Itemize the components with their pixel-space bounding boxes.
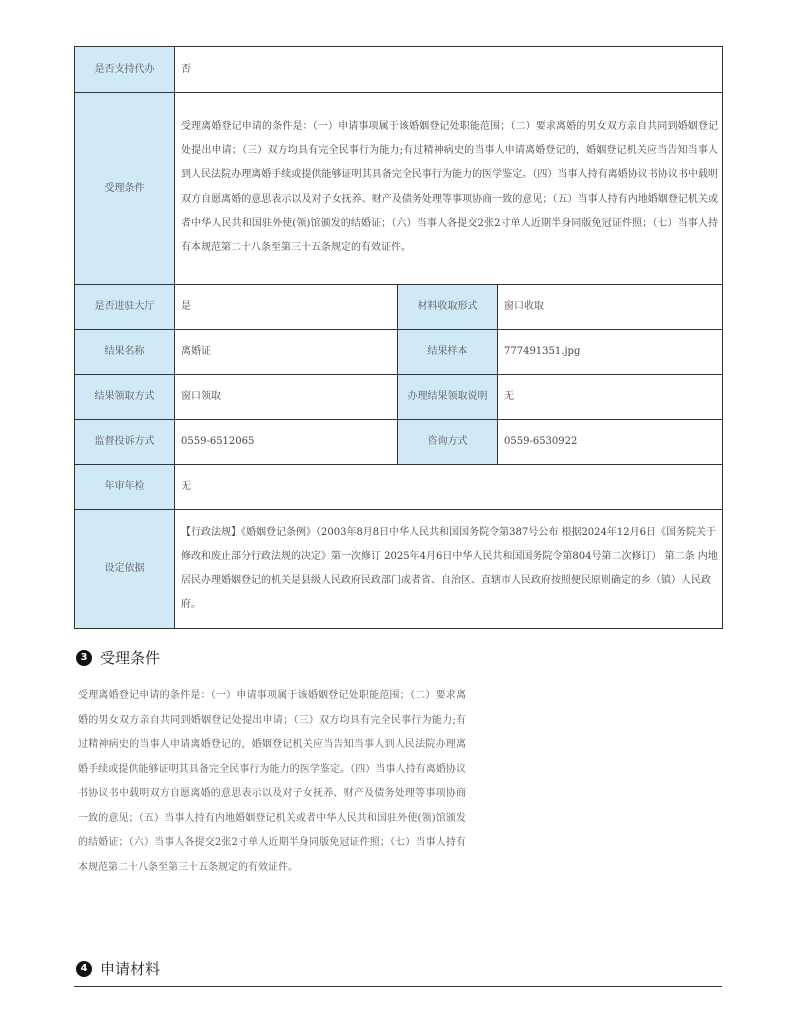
conditions-value: 受理离婚登记申请的条件是：（一）申请事项属于该婚姻登记处职能范围；（二）要求离婚的男女双方亲自共同到婚姻登记处提出申请；（三）双方均具有完全民事行为能力;有过精神病史的当事人申请离婚登记的，婚姻登记机关应当告知当事人到人民法院办理离婚手续或提供能够证明其具备完全民事行为能力的医学鉴定。（四）当事人持有离婚协议书协议书中载明双方自愿离婚的意思表示以及对子女抚养、财产及债务处理等事项协商一致的意见；（五）当事人持有内地婚姻登记机关或者中华人民共和国驻外使(领)馆颁发的结婚证；（六）当事人各提交2张2寸单人近期半身同版免冠证件照；（七）当事人持有本规范第二十八条至第三十五条规定的有效证件。 bbox=[175, 93, 723, 285]
result-name-value: 离婚证 bbox=[175, 330, 398, 375]
number-4-icon: 4 bbox=[76, 961, 92, 977]
result-sample-link[interactable]: 777491351.jpg bbox=[498, 330, 723, 375]
result-pickup-note-label: 办理结果领取说明 bbox=[398, 375, 498, 420]
consult-phone: 0559-6530922 bbox=[498, 420, 723, 465]
section-3-heading bbox=[76, 647, 160, 668]
consult-label: 咨询方式 bbox=[398, 420, 498, 465]
table-row bbox=[75, 465, 723, 510]
complaint-phone: 0559-6512065 bbox=[175, 420, 398, 465]
table-row bbox=[75, 510, 723, 629]
table-row bbox=[75, 375, 723, 420]
table-row bbox=[75, 420, 723, 465]
result-pickup-label: 结果领取方式 bbox=[75, 375, 175, 420]
proxy-label: 是否支持代办 bbox=[75, 47, 175, 93]
table-row bbox=[75, 93, 723, 285]
annual-value: 无 bbox=[175, 465, 723, 510]
hall-label: 是否进驻大厅 bbox=[75, 285, 175, 330]
complaint-label: 监督投诉方式 bbox=[75, 420, 175, 465]
section-4-heading bbox=[76, 958, 160, 979]
section-4-title: 申请材料 bbox=[100, 960, 161, 978]
conditions-label: 受理条件 bbox=[75, 93, 175, 285]
section-3-title: 受理条件 bbox=[100, 649, 161, 667]
result-pickup-value: 窗口领取 bbox=[175, 375, 398, 420]
annual-label: 年审年检 bbox=[75, 465, 175, 510]
result-sample-label: 结果样本 bbox=[398, 330, 498, 375]
material-form-value: 窗口收取 bbox=[498, 285, 723, 330]
proxy-value: 否 bbox=[175, 47, 723, 93]
table-row bbox=[75, 330, 723, 375]
service-info-table bbox=[74, 46, 723, 629]
table-row bbox=[75, 285, 723, 330]
table-row bbox=[75, 47, 723, 93]
section-3-body: 受理离婚登记申请的条件是：（一）申请事项属于该婚姻登记处职能范围；（二）要求离婚的男女双方亲自共同到婚姻登记处提出申请；（三）双方均具有完全民事行为能力;有过精神病史的当事人申请离婚登记的，婚姻登记机关应当告知当事人到人民法院办理离婚手续或提供能够证明其具备完全民事行为能力的医学鉴定。（四）当事人持有离婚协议书协议书中载明双方自愿离婚的意思表示以及对子女抚养、财产及债务处理等事项协商一致的意见；（五）当事人持有内地婚姻登记机关或者中华人民共和国驻外使(领)馆颁发的结婚证；（六）当事人各提交2张2寸单人近期半身同版免冠证件照；（七）当事人持有本规范第二十八条至第三十五条规定的有效证件。 bbox=[78, 690, 466, 873]
hall-value: 是 bbox=[175, 285, 398, 330]
number-3-icon: 3 bbox=[76, 650, 92, 666]
materials-table-top-border bbox=[74, 986, 722, 987]
material-form-label: 材料收取形式 bbox=[398, 285, 498, 330]
result-pickup-note-value: 无 bbox=[498, 375, 723, 420]
basis-label: 设定依据 bbox=[75, 510, 175, 629]
basis-value: 【行政法规】《婚姻登记条例》（2003年8月8日中华人民共和国国务院令第387号公布 根据2024年12月6日《国务院关于修改和废止部分行政法规的决定》第一次修订 2025年4月6日中华人民共和国国务院令第804号第二次修订） 第二条 内地居民办理婚姻登记的机关是县级人民政府民政部门或者省、自治区、直辖市人民政府按照便民原则确定的乡（镇）人民政府。 bbox=[175, 510, 723, 629]
result-name-label: 结果名称 bbox=[75, 330, 175, 375]
